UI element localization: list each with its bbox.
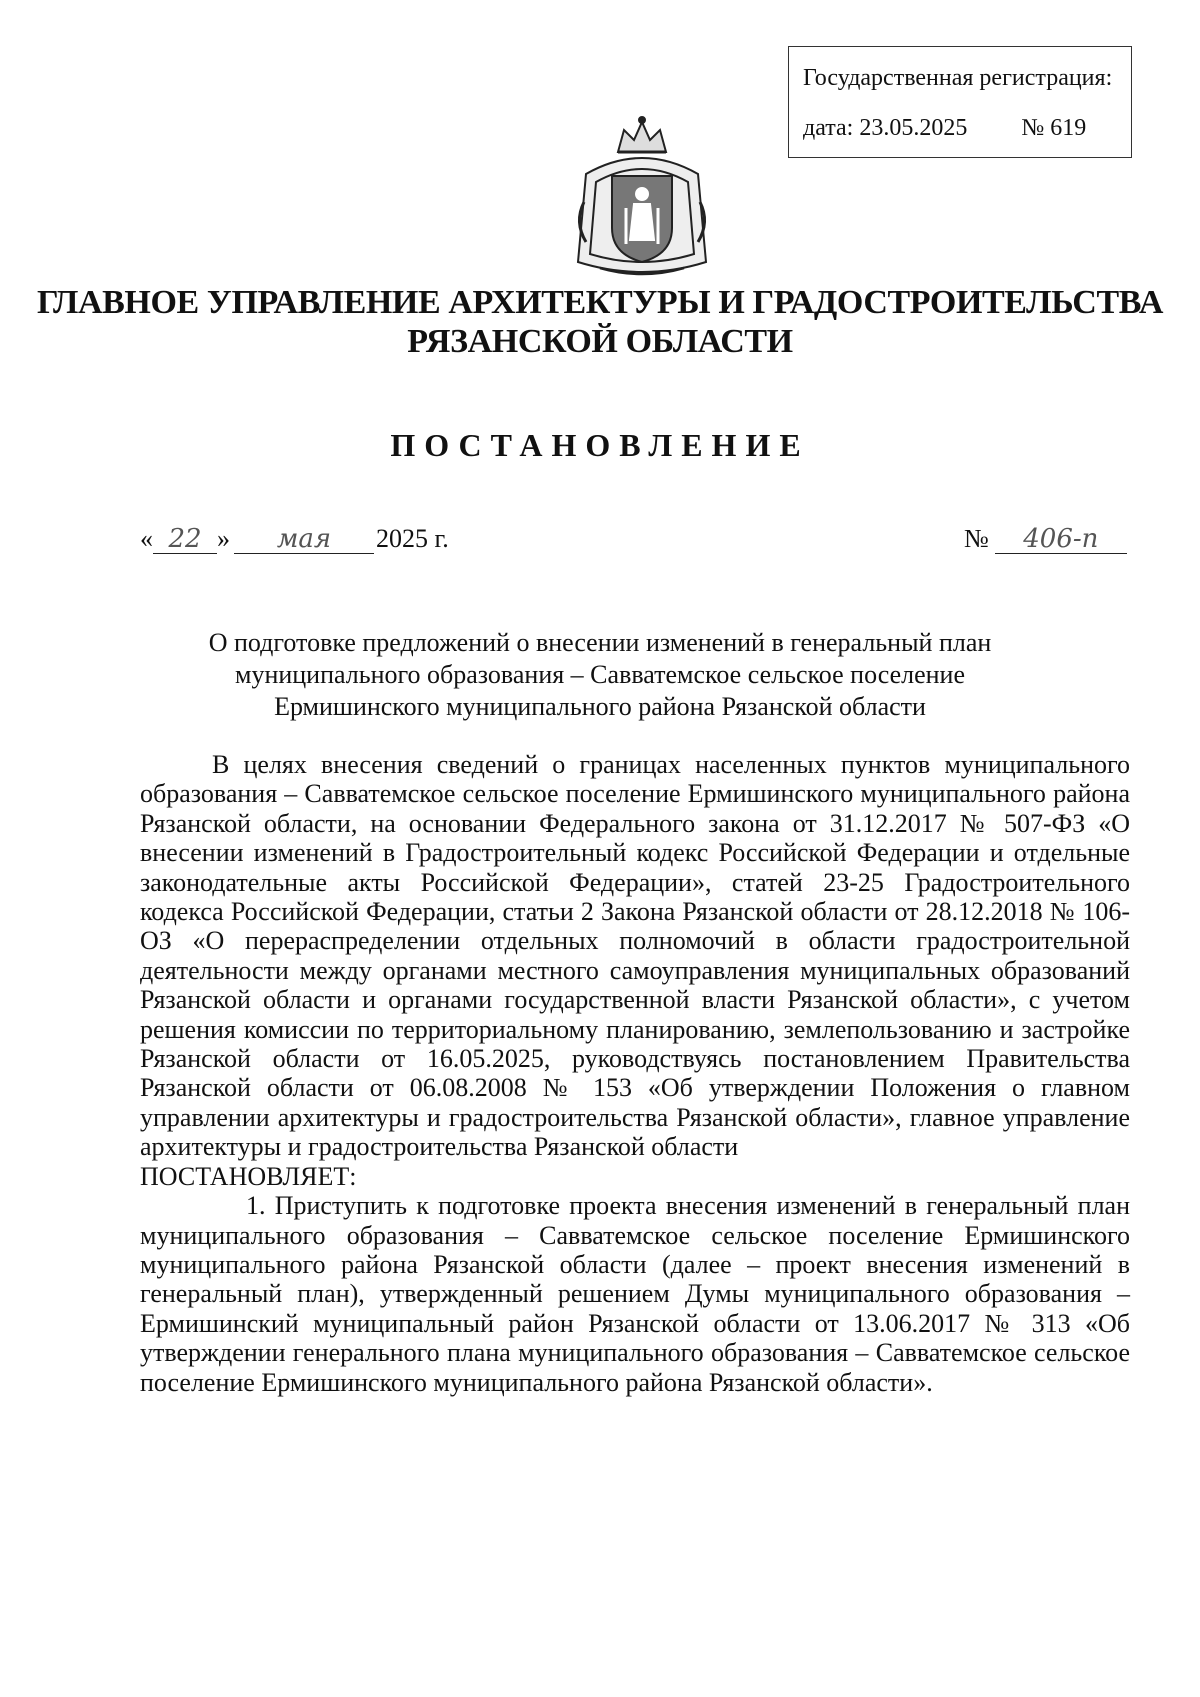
decree-word: ПОСТАНОВЛЯЕТ: [140, 1161, 357, 1191]
registration-stamp [788, 46, 1132, 158]
ryazan-coat-of-arms-icon [556, 112, 728, 284]
registration-date: дата: 23.05.2025 [803, 115, 968, 141]
subject-line-1: О подготовке предложений о внесении изменений в генеральный план [208, 628, 992, 657]
document-type: ПОСТАНОВЛЕНИЕ [390, 427, 810, 463]
subject-line-3: Ермишинского муниципального района Рязанской области [274, 692, 926, 721]
preamble-paragraph: В целях внесения сведений о границах населенных пунктов муниципального образования – Савватемское сельское поселение Ермишинского муниципального района Рязанской области, на основании Федерального закона от 31.12.2017 № 507-ФЗ «О внесении изменений в Градостроительный кодекс Российской Федерации и отдельные законодательные акты Российской Федерации», статей 23-25 Градостроительного кодекса Российской Федерации, статьи 2 Закона Рязанской области от 28.12.2018 № 106-ОЗ «О перераспределении отдельных полномочий в области градостроительной деятельности между органами местного самоуправления муниципальных образований Рязанской области и органами государственной власти Рязанской области», с учетом решения комиссии по территориальному планированию, землепользованию и застройке Рязанской области от 16.05.2025, руководствуясь постановлением Правительства Рязанской области от 06.08.2008 № 153 «Об утверждении Положения о главном управлении архитектуры и градостроительства Рязанской области», главное управление архитектуры и градостроительства Рязанской области [140, 750, 1130, 1162]
document-body [140, 750, 1130, 1397]
date-month: мая [234, 525, 374, 554]
number-label: № [964, 524, 989, 553]
date-day: 22 [153, 525, 217, 554]
document-number [964, 524, 1127, 554]
date-open-quote: « [140, 524, 153, 553]
registration-title: Государственная регистрация: [803, 65, 1113, 91]
number-value: 406-п [995, 525, 1127, 554]
organization-name [0, 283, 1200, 361]
subject-line-2: муниципального образования – Савватемское сельское поселение [234, 660, 965, 689]
document-subject [140, 627, 1060, 723]
registration-details [803, 113, 1131, 143]
date-year: 2025 г. [376, 524, 449, 553]
organization-line-1: ГЛАВНОЕ УПРАВЛЕНИЕ АРХИТЕКТУРЫ И ГРАДОСТРОИТЕЛЬСТВА [36, 284, 1164, 321]
item-1-paragraph: 1. Приступить к подготовке проекта внесения изменений в генеральный план муниципального образования – Савватемское сельское поселение Ермишинского муниципального района Рязанской области (далее – проект внесения изменений в генеральный план), утвержденный решением Думы муниципального образования – Ермишинский муниципальный район Рязанской области от 13.06.2017 № 313 «Об утверждении генерального плана муниципального образования – Савватемское сельское поселение Ермишинского муниципального района Рязанской области». [140, 1191, 1130, 1397]
document-date [140, 524, 449, 554]
date-close-quote: » [217, 524, 230, 553]
organization-line-2: РЯЗАНСКОЙ ОБЛАСТИ [407, 323, 793, 360]
registration-number: № 619 [1021, 115, 1087, 141]
